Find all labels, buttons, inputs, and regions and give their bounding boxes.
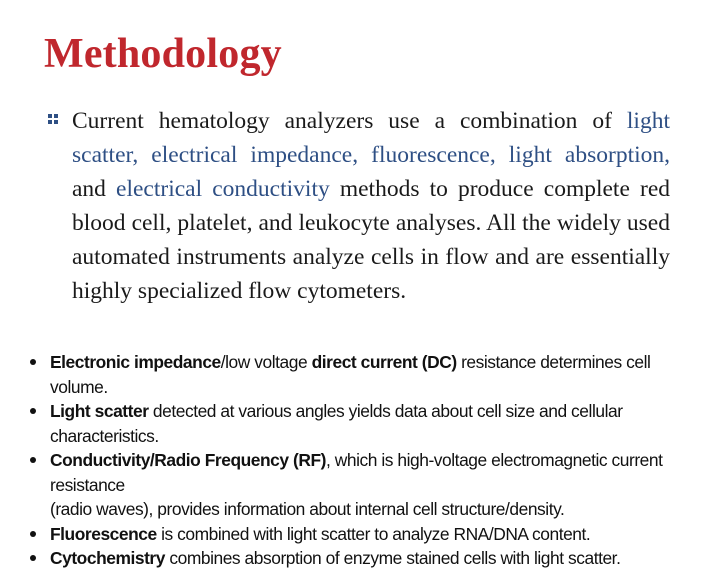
text-segment: Current hematology analyzers use a combination of xyxy=(72,108,627,134)
square-bullet-icon xyxy=(48,114,58,124)
feature-description: /low voltage xyxy=(220,352,312,372)
feature-term: Fluorescence xyxy=(50,523,157,544)
main-bullet-text xyxy=(72,104,670,308)
feature-term: Conductivity/Radio Frequency (RF) xyxy=(50,450,326,470)
feature-term: Electronic impedance xyxy=(50,352,221,372)
text-segment-highlight: electrical conductivity xyxy=(116,176,330,202)
list-item xyxy=(30,522,700,547)
list-item xyxy=(30,350,700,399)
feature-term: direct current (DC) xyxy=(311,352,457,372)
text-segment: methods to produce complete red blood cell, platelet, and leukocyte analyses. All the widely used automated instruments analyze cells in flow and are essentially highly specialized flow cytometers. xyxy=(72,176,671,304)
main-bullet xyxy=(48,104,670,308)
list-item xyxy=(30,546,700,571)
list-item xyxy=(30,399,700,448)
text-segment-highlight: light scatter, electrical impedance, fluorescence, light absorption, xyxy=(72,108,670,168)
feature-term: Cytochemistry xyxy=(50,548,165,568)
slide-title: Methodology xyxy=(44,31,282,77)
bullet-dot-icon xyxy=(30,408,36,414)
feature-description: is combined with light scatter to analyze RNA/DNA content. xyxy=(156,523,591,544)
bullet-dot-icon xyxy=(30,555,36,561)
feature-description-continued: (radio waves), provides information about internal cell structure/density. xyxy=(50,499,565,519)
feature-term: Light scatter xyxy=(50,401,149,421)
bullet-dot-icon xyxy=(30,359,36,365)
feature-description: detected at various angles yields data about cell size and cellular characteristics. xyxy=(50,401,623,446)
bullet-dot-icon xyxy=(30,457,36,463)
bullet-dot-icon xyxy=(30,531,36,537)
feature-description: resistance determines cell volume. xyxy=(50,352,651,397)
feature-description: combines absorption of enzyme stained cells with light scatter. xyxy=(164,548,621,568)
text-segment: and xyxy=(72,176,117,202)
list-item xyxy=(30,448,700,522)
feature-description: , which is high-voltage electromagnetic current resistance xyxy=(50,450,663,495)
feature-list xyxy=(30,350,700,571)
